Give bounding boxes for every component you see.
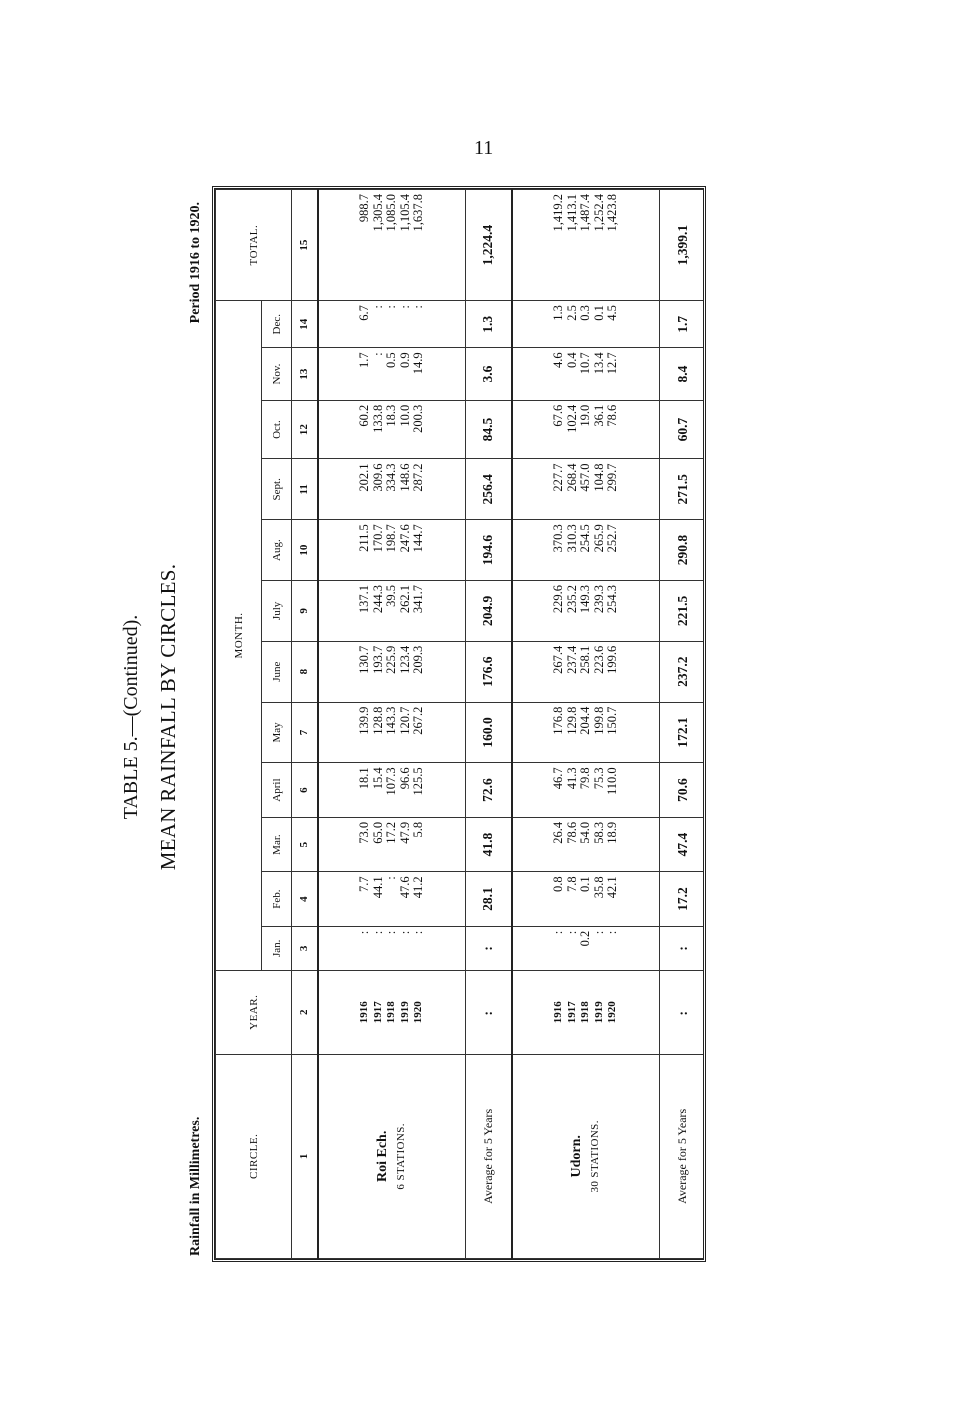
total-values <box>318 190 466 301</box>
table-title: TABLE 5.—(Continued). <box>120 614 142 820</box>
rainfall-value: 7.8 <box>564 876 579 892</box>
rainfall-value: 0.1 <box>591 305 606 321</box>
month-values-may <box>318 702 466 763</box>
rainfall-value: 65.0 <box>370 821 385 844</box>
rainfall-value: 10.7 <box>578 352 592 375</box>
header-month-2: Feb. <box>262 872 292 926</box>
rainfall-value: 0.9 <box>397 352 412 368</box>
average-value: 47.4 <box>660 817 706 871</box>
rainfall-value: 1.3 <box>551 305 565 321</box>
header-month-6: June <box>262 641 292 702</box>
rainfall-value: 44.1 <box>370 876 385 899</box>
total-value: 988.7 <box>357 194 371 223</box>
rainfall-value: 176.8 <box>551 706 565 735</box>
month-values-aug <box>512 520 660 581</box>
rainfall-value: : <box>370 930 385 935</box>
column-number-4: 4 <box>292 872 318 926</box>
rainfall-value: 139.9 <box>357 706 371 735</box>
header-month-1: Jan. <box>262 926 292 970</box>
rainfall-value: 102.4 <box>564 404 579 433</box>
rainfall-value: 0.8 <box>551 876 565 892</box>
month-values-mar <box>318 817 466 871</box>
rainfall-value: 2.5 <box>564 305 579 321</box>
unit-note: Rainfall in Millimetres. <box>188 1116 203 1256</box>
month-values-oct <box>318 400 466 459</box>
month-values-jan <box>512 926 660 970</box>
rainfall-value: : <box>384 305 398 309</box>
year-value: 1920 <box>412 1001 424 1024</box>
header-month-9: Sept. <box>262 459 292 520</box>
rainfall-value: 47.9 <box>397 821 412 844</box>
average-row <box>660 190 706 1259</box>
average-row <box>466 190 512 1259</box>
rainfall-value: 225.9 <box>384 645 398 674</box>
rainfall-value: 247.6 <box>397 524 412 553</box>
rainfall-value: 265.9 <box>591 524 606 553</box>
column-number-14: 14 <box>292 301 318 348</box>
rainfall-value: 237.4 <box>564 645 579 674</box>
month-values-nov <box>512 348 660 400</box>
rainfall-value: 254.3 <box>605 585 619 614</box>
rainfall-value: 15.4 <box>370 767 385 790</box>
header-month-3: Mar. <box>262 817 292 871</box>
rainfall-value: 79.8 <box>578 767 592 790</box>
column-number-1: 1 <box>292 1054 318 1258</box>
rainfall-value: 42.1 <box>605 876 619 899</box>
average-value: 84.5 <box>466 400 512 459</box>
year-value: 1919 <box>592 1001 605 1024</box>
rainfall-value: 200.3 <box>411 404 425 433</box>
rainfall-value: 60.2 <box>357 404 371 427</box>
rainfall-value: : <box>357 930 371 935</box>
rainfall-value: 193.7 <box>370 645 385 674</box>
rainfall-value: 227.7 <box>551 463 565 492</box>
year-value: 1917 <box>565 1001 578 1024</box>
header-month-5: May <box>262 702 292 763</box>
average-value: 194.6 <box>466 520 512 581</box>
circle-data-row <box>512 190 660 1259</box>
rainfall-value: 54.0 <box>578 821 592 844</box>
rainfall-value: 14.9 <box>411 352 425 375</box>
average-value: 41.8 <box>466 817 512 871</box>
rainfall-value: 268.4 <box>564 463 579 492</box>
rainfall-value: 6.7 <box>357 305 371 321</box>
column-number-8: 8 <box>292 641 318 702</box>
rainfall-value: 73.0 <box>357 821 371 844</box>
total-value: 1,305.4 <box>370 194 385 232</box>
average-dots: : <box>466 970 512 1054</box>
header-total: TOTAL. <box>216 190 292 301</box>
month-values-july <box>512 581 660 642</box>
rainfall-value: 5.8 <box>411 821 425 838</box>
month-values-nov <box>318 348 466 400</box>
month-values-june <box>318 641 466 702</box>
table-body <box>216 190 706 1259</box>
month-values-sept <box>512 459 660 520</box>
rainfall-value: : <box>411 305 425 309</box>
average-value: 204.9 <box>466 581 512 642</box>
circle-cell <box>318 1054 466 1258</box>
rainfall-value: 223.6 <box>591 645 606 674</box>
rainfall-value: 211.5 <box>357 524 371 552</box>
month-values-dec <box>318 301 466 348</box>
rainfall-value: : <box>370 352 385 356</box>
column-number-2: 2 <box>292 970 318 1054</box>
average-value: 1,224.4 <box>466 190 512 301</box>
column-number-3: 3 <box>292 926 318 970</box>
total-value: 1,637.8 <box>411 194 425 232</box>
rainfall-value: 199.8 <box>591 706 606 735</box>
rainfall-value: 39.5 <box>384 585 398 607</box>
rainfall-value: 144.7 <box>411 524 425 553</box>
total-value: 1,085.0 <box>384 194 398 232</box>
average-value: 160.0 <box>466 702 512 763</box>
rainfall-value: : <box>591 930 606 935</box>
year-list <box>512 970 660 1054</box>
rainfall-value: 19.0 <box>578 404 592 427</box>
rainfall-value: 18.1 <box>357 767 371 790</box>
column-number-15: 15 <box>292 190 318 301</box>
rainfall-value: 341.7 <box>411 585 425 614</box>
rainfall-value: 128.8 <box>370 706 385 735</box>
rainfall-table-frame <box>212 186 706 1262</box>
rainfall-value: 267.4 <box>551 645 565 674</box>
column-number-13: 13 <box>292 348 318 400</box>
header-month-10: Oct. <box>262 400 292 459</box>
average-value: 172.1 <box>660 702 706 763</box>
rainfall-value: 0.4 <box>564 352 579 368</box>
rainfall-value: : <box>564 930 579 935</box>
month-values-feb <box>318 872 466 926</box>
rainfall-value: 235.2 <box>564 585 579 614</box>
rainfall-value: 309.6 <box>370 463 385 492</box>
rainfall-value: : <box>605 930 619 935</box>
header-month-8: Aug. <box>262 520 292 581</box>
total-value: 1,105.4 <box>397 194 412 232</box>
rainfall-value: 1.7 <box>357 352 371 368</box>
circle-name: Udorn. <box>568 1135 584 1178</box>
average-value: 1.7 <box>660 301 706 348</box>
rainfall-value: 457.0 <box>578 463 592 492</box>
rainfall-value: 4.6 <box>551 352 565 368</box>
rainfall-value: 199.6 <box>605 645 619 674</box>
rainfall-value: 75.3 <box>591 767 606 790</box>
rainfall-value: 10.0 <box>397 404 412 427</box>
average-label: Average for 5 Years <box>660 1054 706 1258</box>
month-values-jan <box>318 926 466 970</box>
year-value: 1918 <box>579 1001 591 1024</box>
rainfall-value: 41.3 <box>564 767 579 790</box>
rainfall-value: 4.5 <box>605 305 619 321</box>
rainfall-value: 18.3 <box>384 404 398 427</box>
average-value: 28.1 <box>466 872 512 926</box>
page-number: 11 <box>474 137 494 159</box>
rainfall-value: 123.4 <box>397 645 412 674</box>
rainfall-value: : <box>397 930 412 935</box>
column-number-5: 5 <box>292 817 318 871</box>
rainfall-value: 120.7 <box>397 706 412 735</box>
circle-stations: 30 STATIONS. <box>588 1120 601 1193</box>
month-values-feb <box>512 872 660 926</box>
month-values-may <box>512 702 660 763</box>
average-value: 1,399.1 <box>660 190 706 301</box>
month-values-oct <box>512 400 660 459</box>
year-value: 1916 <box>552 1001 564 1024</box>
month-values-sept <box>318 459 466 520</box>
header-month-7: July <box>262 581 292 642</box>
average-value: 271.5 <box>660 459 706 520</box>
rainfall-value: 129.8 <box>564 706 579 735</box>
year-list <box>318 970 466 1054</box>
total-value: 1,252.4 <box>591 194 606 232</box>
total-values <box>512 190 660 301</box>
rainfall-value: 202.1 <box>357 463 371 492</box>
month-values-april <box>318 763 466 817</box>
year-value: 1920 <box>606 1001 618 1024</box>
average-value: 60.7 <box>660 400 706 459</box>
rainfall-value: 0.1 <box>578 876 592 892</box>
month-values-mar <box>512 817 660 871</box>
rainfall-value: 78.6 <box>605 404 619 427</box>
average-value: 3.6 <box>466 348 512 400</box>
rainfall-value: 204.4 <box>578 706 592 735</box>
column-number-9: 9 <box>292 581 318 642</box>
rainfall-value: 41.2 <box>411 876 425 899</box>
year-value: 1919 <box>398 1001 411 1024</box>
rainfall-value: 18.9 <box>605 821 619 844</box>
average-value: 1.3 <box>466 301 512 348</box>
rainfall-value: : <box>384 876 398 880</box>
rainfall-value: 36.1 <box>591 404 606 427</box>
average-value: : <box>466 926 512 970</box>
average-value: : <box>660 926 706 970</box>
average-dots: : <box>660 970 706 1054</box>
rainfall-value: 13.4 <box>591 352 606 375</box>
circle-name: Roi Ech. <box>374 1130 390 1182</box>
rainfall-value: 299.7 <box>605 463 619 492</box>
rainfall-value: 0.3 <box>578 305 592 321</box>
rainfall-value: 170.7 <box>370 524 385 553</box>
average-value: 290.8 <box>660 520 706 581</box>
total-value: 1,419.2 <box>551 194 565 232</box>
rainfall-value: 150.7 <box>605 706 619 735</box>
rotated-table-page <box>120 172 730 1262</box>
column-number-10: 10 <box>292 520 318 581</box>
rainfall-value: 0.2 <box>578 930 592 947</box>
average-label: Average for 5 Years <box>466 1054 512 1258</box>
header-month-12: Dec. <box>262 301 292 348</box>
rainfall-value: 26.4 <box>551 821 565 844</box>
rainfall-value: 148.6 <box>397 463 412 492</box>
rainfall-value: : <box>370 305 385 309</box>
rainfall-value: 334.3 <box>384 463 398 492</box>
rainfall-value: 35.8 <box>591 876 606 899</box>
average-value: 70.6 <box>660 763 706 817</box>
header-year: YEAR. <box>216 970 292 1054</box>
rainfall-value: 7.7 <box>357 876 371 892</box>
rainfall-value: 258.1 <box>578 645 592 674</box>
rainfall-value: 110.0 <box>605 767 619 796</box>
rainfall-value: 143.3 <box>384 706 398 735</box>
month-values-april <box>512 763 660 817</box>
rainfall-value: : <box>411 930 425 935</box>
month-values-aug <box>318 520 466 581</box>
average-value: 8.4 <box>660 348 706 400</box>
rainfall-value: 46.7 <box>551 767 565 790</box>
header-month: MONTH. <box>216 301 262 971</box>
rainfall-value: 229.6 <box>551 585 565 614</box>
rainfall-value: 107.3 <box>384 767 398 796</box>
year-value: 1918 <box>385 1001 397 1024</box>
total-value: 1,487.4 <box>578 194 592 232</box>
month-values-dec <box>512 301 660 348</box>
average-value: 237.2 <box>660 641 706 702</box>
rainfall-value: 244.3 <box>370 585 385 614</box>
rainfall-table <box>215 189 706 1259</box>
year-value: 1917 <box>371 1001 384 1024</box>
rainfall-value: 96.6 <box>397 767 412 790</box>
total-value: 1,413.1 <box>564 194 579 232</box>
rainfall-value: : <box>397 305 412 309</box>
rainfall-value: 104.8 <box>591 463 606 492</box>
rainfall-value: 47.6 <box>397 876 412 899</box>
average-value: 256.4 <box>466 459 512 520</box>
month-values-july <box>318 581 466 642</box>
rainfall-value: 239.3 <box>591 585 606 614</box>
column-number-12: 12 <box>292 400 318 459</box>
rainfall-value: : <box>384 930 398 935</box>
rainfall-value: 0.5 <box>384 352 398 368</box>
header-circle: CIRCLE. <box>216 1054 292 1258</box>
period-note: Period 1916 to 1920. <box>188 202 203 324</box>
average-value: 72.6 <box>466 763 512 817</box>
rainfall-value: 252.7 <box>605 524 619 553</box>
rainfall-value: 67.6 <box>551 404 565 427</box>
circle-stations: 6 STATIONS. <box>394 1123 407 1190</box>
rainfall-value: 287.2 <box>411 463 425 492</box>
average-value: 176.6 <box>466 641 512 702</box>
total-value: 1,423.8 <box>605 194 619 232</box>
rainfall-value: 262.1 <box>397 585 412 614</box>
rainfall-value: 209.3 <box>411 645 425 674</box>
rainfall-value: 130.7 <box>357 645 371 674</box>
table-subtitle: MEAN RAINFALL BY CIRCLES. <box>156 563 180 871</box>
average-value: 17.2 <box>660 872 706 926</box>
column-number-6: 6 <box>292 763 318 817</box>
rainfall-value: 198.7 <box>384 524 398 553</box>
rainfall-value: 58.3 <box>591 821 606 844</box>
rainfall-value: 310.3 <box>564 524 579 553</box>
rainfall-value: 12.7 <box>605 352 619 375</box>
rainfall-value: 254.5 <box>578 524 592 553</box>
rainfall-value: 78.6 <box>564 821 579 844</box>
header-month-4: April <box>262 763 292 817</box>
circle-data-row <box>318 190 466 1259</box>
month-values-june <box>512 641 660 702</box>
rainfall-value: : <box>551 930 565 935</box>
rainfall-value: 17.2 <box>384 821 398 844</box>
rainfall-value: 125.5 <box>411 767 425 796</box>
rainfall-value: 133.8 <box>370 404 385 433</box>
rainfall-value: 137.1 <box>357 585 371 614</box>
header-month-11: Nov. <box>262 348 292 400</box>
column-number-11: 11 <box>292 459 318 520</box>
circle-cell <box>512 1054 660 1258</box>
rainfall-value: 149.3 <box>578 585 592 614</box>
year-value: 1916 <box>358 1001 370 1024</box>
column-number-7: 7 <box>292 702 318 763</box>
rainfall-value: 267.2 <box>411 706 425 735</box>
average-value: 221.5 <box>660 581 706 642</box>
rainfall-value: 370.3 <box>551 524 565 553</box>
